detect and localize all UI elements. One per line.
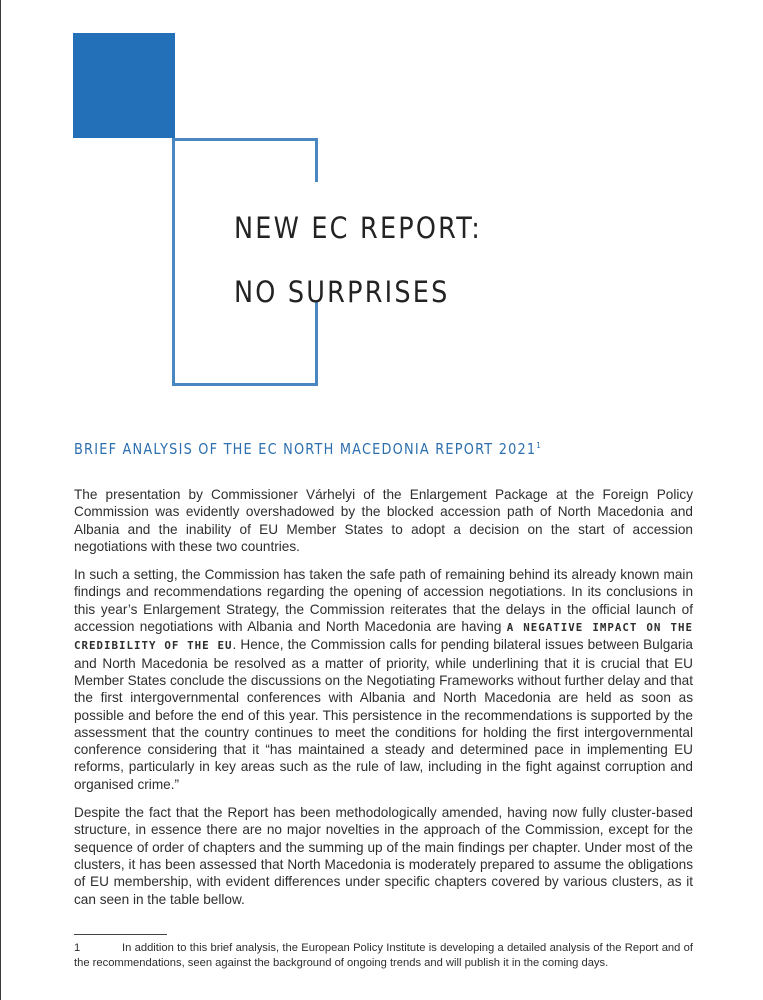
paragraph-2-rest: . Hence, the Commission calls for pending bilateral issues between Bulgaria and North Macedonia be resolved as a matter of priority, while underlining that it is crucial that EU Member States conclude the discussions on the Negotiating Frameworks without further delay and that the first intergovernmental conferences with Albania and North Macedonia are held as soon as possible and before the end of this year. This persistence in the recommendations is supported by the assessment that the country continues to meet the conditions for holding the first intergovernmental conference considering that it “has maintained a steady and determined pace in implementing EU reforms, particularly in key areas such as the rule of law, including in the fight against corruption and organised crime.” (74, 637, 693, 792)
page-title (234, 196, 482, 324)
footnote (74, 941, 693, 970)
decorative-frame-right-top (315, 138, 318, 182)
footnote-number: 1 (74, 942, 81, 954)
footnote-text: In addition to this brief analysis, the European Policy Institute is developing a detailed analysis of the Report and of the recommendations, seen against the background of ongoing trends and will publish it in the coming days. (74, 942, 693, 969)
decorative-frame-top (175, 138, 318, 141)
footnote-reference: 1 (536, 441, 542, 450)
decorative-frame-left (172, 138, 175, 386)
page-edge-line (0, 0, 1, 1000)
paragraph-3: Despite the fact that the Report has been methodologically amended, having now fully cluster-based structure, in essence there are no major novelties in the approach of the Commission, except for the sequence of order of chapters and the summing up of the main findings per chapter. Under most of the clusters, it has been assessed that North Macedonia is moderately prepared to assume the obligations of EU membership, with evident differences under specific chapters covered by various clusters, as it can seen in the table bellow. (74, 805, 693, 907)
decorative-frame-bottom (172, 383, 318, 386)
footnote-rule (74, 934, 167, 935)
subtitle-text: BRIEF ANALYSIS OF THE EC NORTH MACEDONIA REPORT 2021 (74, 440, 537, 458)
paragraph-2 (74, 566, 693, 793)
body-text (74, 486, 693, 919)
paragraph-2-lead: In such a setting, the Commission has taken the safe path of remaining behind its already known main findings and recommendations regarding the opening of accession negotiations. In its conclusions in this year’s Enlargement Strategy, the Commission reiterates that the delays in the official launch of accession negotiations with Albania and North Macedonia are having (74, 567, 693, 635)
paragraph-2-emphasis: A NEGATIVE IMPACT ON THE CREDIBILITY OF THE EU (74, 621, 693, 653)
decorative-blue-square (73, 33, 175, 138)
section-subtitle (74, 440, 542, 458)
title-line-1: NEW EC REPORT: (234, 211, 483, 245)
title-line-2: NO SURPRISES (234, 275, 450, 309)
paragraph-1: The presentation by Commissioner Várhelyi of the Enlargement Package at the Foreign Policy Commission was evidently overshadowed by the blocked accession path of North Macedonia and Albania and the inability of EU Member States to adopt a decision on the start of accession negotiations with these two countries. (74, 487, 693, 554)
